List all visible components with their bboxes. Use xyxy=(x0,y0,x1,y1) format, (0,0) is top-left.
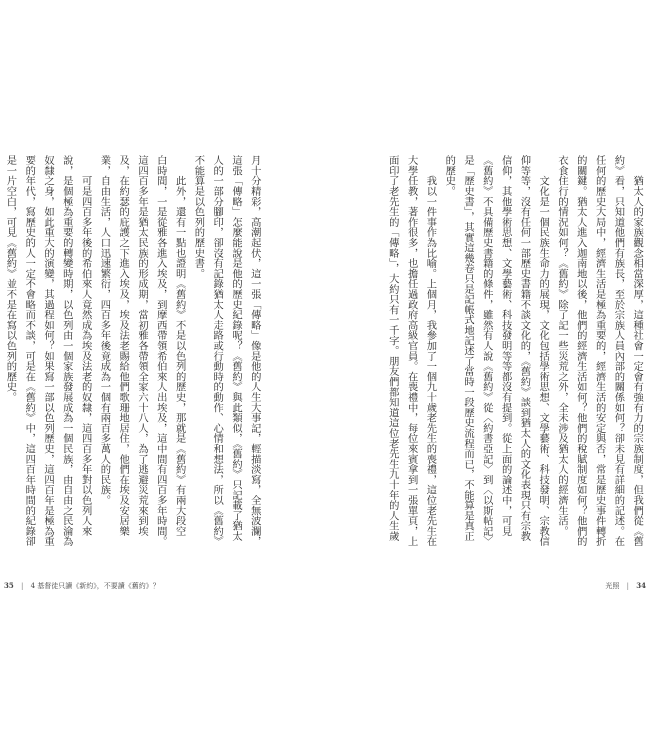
text-column: 的歷史。 xyxy=(443,155,456,197)
page-number: 34 xyxy=(636,581,646,590)
text-column: 白時間，一是從雅各進入埃及，到摩西帶領希伯來人出埃及，這中間有四百多年時間。 xyxy=(154,155,167,547)
page-number: 35 xyxy=(4,581,14,590)
text-column: 的關鍵。猶太人進入迦南地以後，他們的經濟生活如何？他們的稅賦制度如何？他們的 xyxy=(574,155,587,547)
text-column: 這張「傳略」怎麼能說是他的歷史紀錄呢？《舊約》與此類似，《舊約》只記載了猶太 xyxy=(229,155,242,542)
left-page-footer xyxy=(4,581,160,591)
text-column: 是「歷史書」，其實這幾卷只是記帳式地記述了當時一段歷史流程而已，不能算是真正 xyxy=(462,155,475,542)
left-page-body-text xyxy=(1,155,264,550)
right-page xyxy=(325,0,650,750)
text-column: 大學任教，著作很多，也擔任過政府高級官員。在喪禮中，每位來賓拿到一張單頁，上 xyxy=(405,155,418,547)
text-column: 此外，還有一點也證明《舊約》不是以色列的歷史，那就是《舊約》有兩大段空 xyxy=(173,155,186,537)
text-column: 約》看，只知道他們有族長，至於宗族人員內部的關係如何？卻未見有詳細的記述。在 xyxy=(612,155,625,547)
text-column: 月十分精彩，高潮起伏，這一張「傳略」像是他的人生大事記，輕描淡寫，全無波瀾， xyxy=(248,155,261,547)
text-column: 面印了老先生的「傳略」，大約只有一千字。朋友們都知道這位老先生九十年的人生歲 xyxy=(386,155,399,542)
text-column: 可是四百多年後的希伯來人竟然成為埃及法老的奴隸，這四百多年對以色列人來 xyxy=(79,155,92,537)
footer-separator: | xyxy=(20,582,24,590)
right-page-body-text xyxy=(383,155,646,550)
text-column: 《舊約》不具備歷史書籍的條件，雖然有人說《舊約》從〈約書亞記〉到〈以斯帖記〉 xyxy=(480,155,493,547)
text-column: 衣食住行的情況如何？《舊約》除了記一些災荒之外，全未涉及猶太人的經濟生活。 xyxy=(556,155,568,537)
text-column: 仰等等，沒有任何一部歷史書籍不談文化的，《舊約》談到猶太人的文化表現只有宗教 xyxy=(518,155,531,542)
text-column: 我以一件事作為比喻。上個月，我參加了一個九十歲老先生的喪禮，這位老先生在 xyxy=(424,155,437,547)
footer-separator: | xyxy=(626,582,630,590)
text-column: 人的一部分腳印，卻沒有記錄猶太人走路或行動時的動作、心情和想法，所以《舊約》 xyxy=(211,155,224,547)
running-head: 基督徒只讀《新約》，不要讀《舊約》？ xyxy=(37,582,160,590)
text-column: 是一片空白，可見《舊約》並不是在寫以色列的歷史。 xyxy=(4,155,17,403)
running-head: 光照 xyxy=(605,582,620,590)
text-column: 及，在約瑟的庇護之下進入埃及，埃及法老賜給他們歌珊地居住，他們在埃及安居樂 xyxy=(117,155,130,537)
chapter-number: 4 xyxy=(30,582,36,590)
text-column: 奴隸之身，如此重大的演變，其過程如何？如果寫一部以色列歷史，這四百年是極為重 xyxy=(42,155,55,547)
text-column: 猶太人的家族觀念相當深厚，這種社會一定會有強有力的宗族制度，但我們從《舊 xyxy=(631,155,644,547)
text-column: 要的年代，寫歷史的人一定不會略而不談，可是在《舊約》中，這四百年時間的紀錄卻 xyxy=(23,155,36,547)
text-column: 業，自由生活，人口迅速繁衍，四百多年後竟成為一個有兩百多萬人的民族。 xyxy=(98,155,111,506)
text-column: 這四百多年是猶太民族的形成期，當初雅各帶領全家六十八人，為了逃避災荒來到埃 xyxy=(136,155,148,537)
text-column: 不能算是以色列的歷史書。 xyxy=(192,155,205,279)
right-page-footer xyxy=(605,581,646,591)
text-column: 信仰，其他學術思想、文學藝術、科技發明等等都沒有提到。從上面的論述中，可見 xyxy=(499,155,512,537)
text-column: 文化是一個民族生命力的展現，文化包括學術思想、文學藝術、科技發明、宗教信 xyxy=(537,155,550,547)
text-column: 說，是個極為重要的轉變時期，以色列由一個家族發展成為一個民族，由自由之民淪為 xyxy=(60,155,73,547)
text-column: 任何的歷史大局中，經濟生活是極為重要的，經濟生活的安定與否，常是歷史事件轉折 xyxy=(593,155,606,547)
